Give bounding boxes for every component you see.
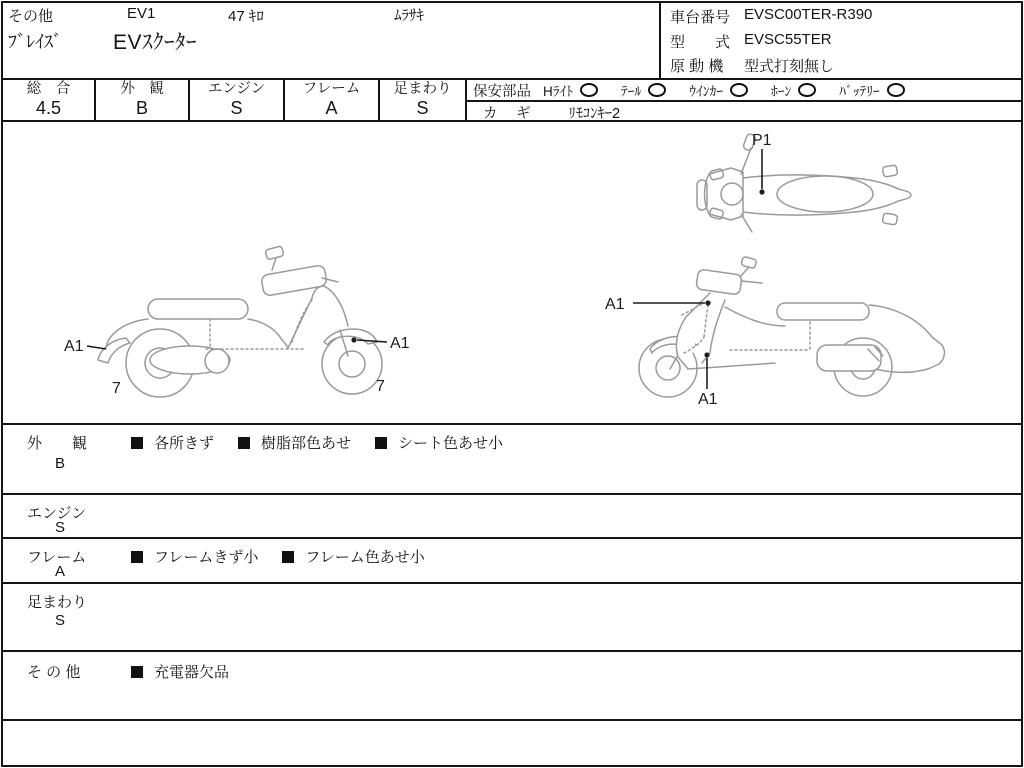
safety-item-horn (771, 80, 816, 100)
section-undercarriage (3, 582, 1021, 650)
point-label-a1-rear: A1 (64, 338, 84, 355)
key-label: カ ギ (483, 106, 533, 122)
scooter-side-view-right-diagram (590, 245, 1010, 425)
ok-circle-icon (580, 83, 598, 97)
engine-label: 原 動 機 (670, 58, 724, 75)
safety-item-label: ｳｲﾝｶｰ (689, 84, 723, 99)
rating-value: A (325, 97, 338, 118)
section-empty (3, 719, 1021, 764)
safety-item-battery (839, 80, 905, 100)
remark-bullet-icon (238, 437, 250, 449)
point-label-a1-upper: A1 (605, 296, 625, 313)
safety-parts-row (467, 80, 1021, 102)
safety-item-label: Hﾗｲﾄ (543, 84, 573, 99)
safety-parts-cell (467, 80, 1021, 120)
scooter-side-view-left-diagram (40, 230, 440, 410)
ok-circle-icon (730, 83, 748, 97)
model-name: EVｽｸｰﾀｰ (113, 31, 198, 54)
remark-text: フレームきず小 (154, 549, 259, 566)
rating-cell-undercarriage (380, 80, 467, 120)
remark-item (375, 432, 503, 453)
remark-bullet-icon (131, 666, 143, 678)
rating-label: 足まわり (393, 80, 452, 97)
rating-cell-overall (3, 80, 96, 120)
remark-bullet-icon (131, 437, 143, 449)
remark-bullet-icon (282, 551, 294, 563)
model-type-row (670, 31, 832, 52)
section-label: エンジン (27, 505, 87, 522)
section-other (3, 650, 1021, 719)
point-label-a1-front: A1 (390, 335, 410, 352)
section-grade: S (55, 612, 66, 629)
safety-item-label: ﾊﾞｯﾃﾘｰ (839, 84, 880, 99)
point-label-p1: P1 (752, 132, 772, 149)
engine-row (670, 55, 834, 76)
maker-name: ﾌﾞﾚｲｽﾞ (8, 32, 62, 52)
section-exterior (3, 423, 1021, 493)
remark-item (131, 432, 214, 453)
safety-item-headlight (543, 80, 598, 100)
section-frame (3, 537, 1021, 582)
tire-size-front: 7 (376, 378, 385, 395)
rating-label: 外 観 (120, 80, 164, 97)
remark-text: 充電器欠品 (154, 664, 230, 681)
remark-item (131, 546, 258, 567)
tire-size-rear: 7 (112, 380, 121, 397)
safety-item-label: ﾃｰﾙ (621, 84, 642, 99)
section-grade: S (55, 519, 66, 536)
section-label: 外 観 (27, 435, 88, 452)
section-remarks (131, 661, 229, 682)
remark-item (238, 432, 351, 453)
section-label: 足まわり (27, 594, 88, 611)
point-label-a1-lower: A1 (698, 391, 718, 408)
chassis-number-row (670, 6, 872, 27)
rating-value: S (416, 97, 429, 118)
section-engine (3, 493, 1021, 537)
rating-value: B (135, 97, 148, 118)
ok-circle-icon (648, 83, 666, 97)
remark-text: シート色あせ小 (398, 435, 504, 452)
rating-cell-engine (190, 80, 285, 120)
ok-circle-icon (887, 83, 905, 97)
safety-item-winker (689, 80, 748, 100)
section-grade: B (55, 455, 66, 472)
ok-circle-icon (798, 83, 816, 97)
safety-item-label: ﾎｰﾝ (771, 84, 792, 99)
key-value: ﾘﾓｺﾝｷｰ2 (568, 106, 621, 122)
ratings-table (3, 78, 1021, 122)
section-remarks (131, 432, 503, 453)
safety-items (543, 80, 928, 100)
remark-text: 各所きず (154, 435, 215, 452)
rating-label: エンジン (207, 80, 266, 97)
header-divider (659, 3, 661, 78)
remark-item (282, 546, 424, 567)
remark-bullet-icon (375, 437, 387, 449)
mileage: 47 ｷﾛ (228, 8, 264, 25)
rating-value: S (230, 97, 243, 118)
rating-cell-frame (285, 80, 380, 120)
remark-item (131, 661, 229, 682)
rating-value: 4.5 (35, 97, 62, 118)
section-label: そ の 他 (27, 664, 81, 681)
remark-text: フレーム色あせ小 (305, 549, 425, 566)
scooter-top-view-diagram (685, 128, 925, 233)
section-label: フレーム (27, 549, 87, 566)
section-remarks (131, 546, 425, 567)
rating-label: 総 合 (26, 80, 71, 97)
vehicle-category: その他 (8, 8, 54, 25)
rating-cell-exterior (96, 80, 190, 120)
model-type-label: 型 式 (670, 34, 731, 51)
safety-item-taillight (621, 80, 666, 100)
model-type-value: EVSC55TER (744, 31, 832, 48)
chassis-number-value: EVSC00TER-R390 (744, 6, 873, 23)
key-row (467, 102, 1021, 123)
rating-label: フレーム (302, 80, 361, 97)
remark-text: 樹脂部色あせ (261, 435, 352, 452)
section-grade: A (55, 563, 66, 580)
remark-bullet-icon (131, 551, 143, 563)
safety-parts-title: 保安部品 (473, 83, 531, 100)
vehicle-color: ﾑﾗｻｷ (394, 7, 425, 24)
vehicle-code: EV1 (127, 5, 156, 22)
chassis-number-label: 車台番号 (670, 9, 731, 26)
engine-value: 型式打刻無し (744, 58, 835, 75)
